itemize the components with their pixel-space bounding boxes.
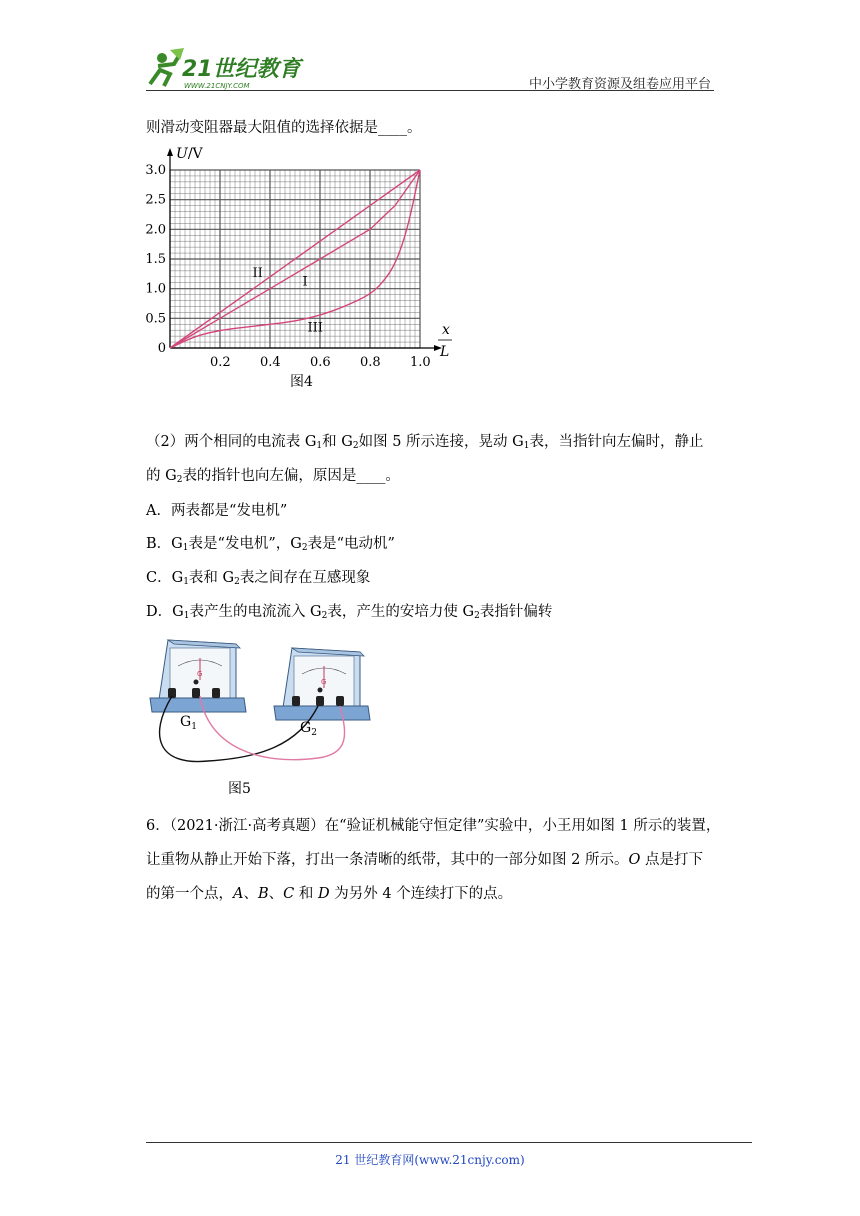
- x-tick-label: 0.4: [260, 355, 281, 370]
- svg-text:G: G: [197, 670, 203, 678]
- series-label-III: III: [307, 320, 323, 336]
- q6-line-1: 6．（2021·浙江·高考真题）在“验证机械能守恒定律”实验中，小王用如图 1 所示的装置，: [146, 818, 721, 834]
- galvanometer-g2-icon: [274, 648, 370, 720]
- x-tick-label: 0.8: [360, 355, 381, 370]
- y-axis-arrow-icon: [167, 148, 173, 156]
- y-tick-label: 1.0: [145, 281, 166, 297]
- q6-line-3: 的第一个点，A、B、C 和 D 为另外 4 个连续打下的点。: [146, 886, 513, 902]
- option-a: A．两表都是“发电机”: [146, 503, 288, 519]
- chart-fig4: [145, 138, 468, 398]
- x-axis-label-den: L: [440, 344, 450, 360]
- option-b: B．$G_1$表是“发电机”，$G_2$表是“电动机”: [146, 536, 395, 553]
- footer-link[interactable]: 21 世纪教育网(www.21cnjy.com): [335, 1153, 525, 1167]
- y-tick-label: 0: [157, 341, 166, 356]
- svg-text:G: G: [321, 678, 327, 686]
- x-tick-label: 0.6: [310, 355, 331, 370]
- fig5-caption: 图5: [228, 781, 251, 797]
- x-axis-label-num: x: [442, 322, 450, 338]
- platform-title: 中小学教育资源及组卷应用平台: [529, 77, 712, 92]
- y-tick-label: 2.0: [145, 222, 166, 238]
- x-tick-label: 1.0: [410, 355, 431, 370]
- footer-divider: [146, 1142, 752, 1143]
- y-tick-label: 1.5: [145, 252, 166, 267]
- x-tick-label: 0.2: [210, 355, 231, 370]
- y-tick-label: 0.5: [145, 311, 166, 327]
- y-axis-label: U/V: [176, 146, 203, 162]
- q6-line-2: 让重物从静止开始下落，打出一条清晰的纸带，其中的一部分如图 2 所示。O 点是打下: [146, 852, 703, 868]
- runner-logo-icon: [150, 48, 184, 86]
- fig4-caption: 图4: [290, 374, 313, 390]
- option-c: C．$G_1$表和 $G_2$表之间存在互感现象: [146, 570, 371, 587]
- galvanometer-g1-icon: [150, 640, 246, 712]
- figure-5: [148, 636, 378, 805]
- header-divider: [146, 90, 714, 91]
- option-d: D．$G_1$表产生的电流流入 $G_2$表，产生的安培力使 $G_2$表指针偏转: [146, 604, 553, 621]
- label-g2: $G_2$: [300, 720, 317, 738]
- figure-4: [145, 138, 468, 402]
- q2-line-1: （2）两个相同的电流表 $G_1$和 $G_2$如图 5 所示连接，晃动 $G_1$表，当指针向左偏时，静止: [146, 434, 704, 451]
- label-g1: $G_1$: [180, 714, 197, 732]
- q2-line-2: 的 $G_2$表的指针也向左偏，原因是____。: [146, 468, 400, 485]
- y-tick-label: 2.5: [145, 192, 166, 208]
- y-tick-label: 3.0: [145, 163, 166, 178]
- series-label-I: I: [302, 274, 308, 290]
- question-intro: 则滑动变阻器最大阻值的选择依据是____。: [146, 120, 422, 136]
- site-logo: [140, 44, 310, 92]
- logo-main-text: 21世纪教育: [182, 57, 301, 82]
- logo-url-text: WWW.21CNJY.COM: [184, 82, 250, 90]
- series-label-II: II: [252, 265, 263, 281]
